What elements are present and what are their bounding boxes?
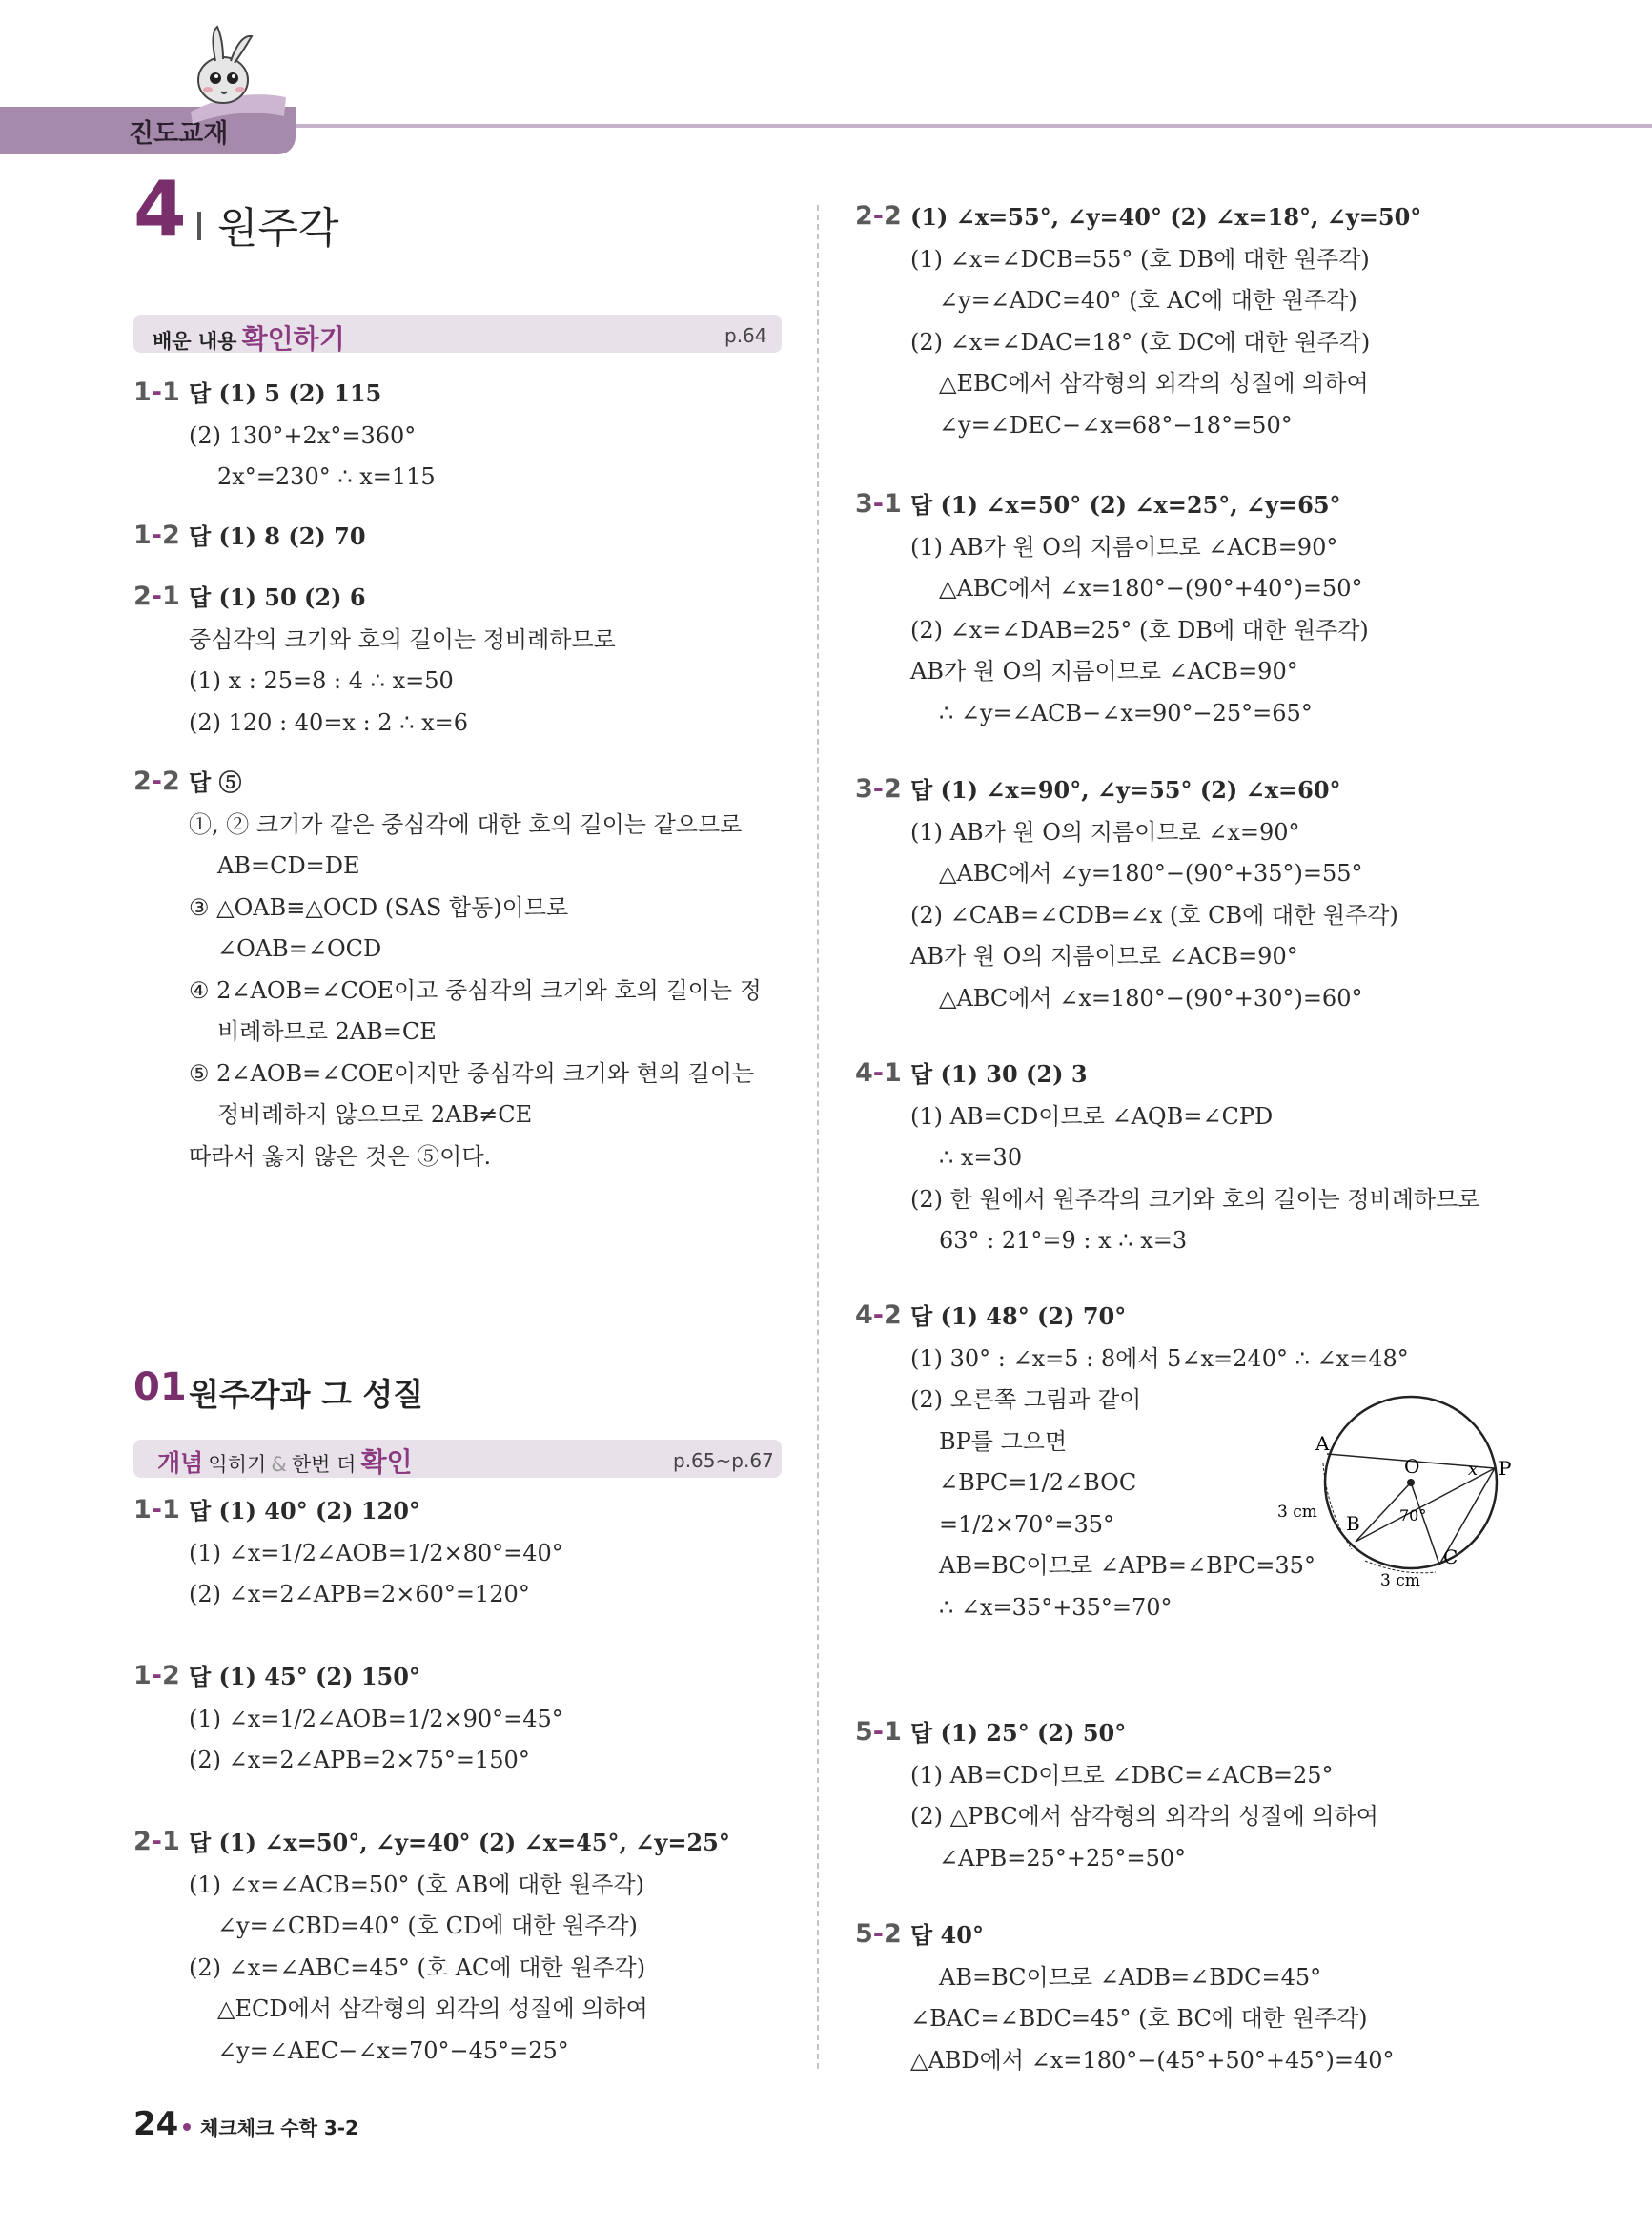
- problem-minor: 1: [884, 1717, 902, 1747]
- problem-number: [133, 767, 180, 796]
- solution-line: (2) 한 원에서 원주각의 크기와 호의 길이는 정비례하므로: [910, 1185, 1480, 1213]
- answer-line: 답 (1) 5 (2) 115: [189, 379, 382, 407]
- solution-line: ∠BAC=∠BDC=45° (호 BC에 대한 원주각): [910, 2005, 1368, 2032]
- solution-line: (1) 30° : ∠x=5 : 8에서 5∠x=240° ∴ ∠x=48°: [910, 1344, 1409, 1372]
- label-a: A: [1315, 1432, 1330, 1455]
- review-bar-title: [153, 318, 345, 357]
- review-bar-page: p.64: [724, 324, 767, 347]
- label-c: C: [1443, 1545, 1458, 1568]
- solution-line: AB=BC이므로 ∠ADB=∠BDC=45°: [939, 1963, 1322, 1991]
- problem-minor: 1: [162, 582, 180, 611]
- label-left-length: 3 cm: [1277, 1503, 1317, 1522]
- solution-line: (1) ∠x=∠ACB=50° (호 AB에 대한 원주각): [189, 1871, 644, 1898]
- problem-major: 2: [133, 1827, 152, 1856]
- solution-line: △ABC에서 ∠y=180°−(90°+35°)=55°: [939, 860, 1363, 887]
- solution-line: (2) 오른쪽 그림과 같이: [910, 1386, 1142, 1413]
- problem-major: 4: [855, 1058, 873, 1088]
- problem-major: 1: [133, 1495, 152, 1524]
- problem-number: [133, 1495, 180, 1524]
- page-number: 24: [133, 2105, 179, 2143]
- problem-major: 3: [855, 489, 873, 519]
- section-number: 01: [133, 1365, 187, 1409]
- problem-minor: 2: [884, 1919, 902, 1949]
- problem-major: 4: [855, 1300, 873, 1330]
- problem-dash: -: [872, 489, 885, 519]
- solution-line: ∠y=∠DEC−∠x=68°−18°=50°: [939, 411, 1293, 439]
- answer-line: 답 (1) 25° (2) 50°: [910, 1719, 1127, 1747]
- solution-line: ∠APB=25°+25°=50°: [939, 1844, 1187, 1872]
- concept-bar-page: p.65~p.67: [673, 1449, 774, 1472]
- solution-line: ③ △OAB≡△OCD (SAS 합동)이므로: [189, 893, 569, 921]
- section-title: 원주각과 그 성질: [189, 1376, 424, 1413]
- problem-major: 2: [133, 767, 152, 796]
- solution-line: (1) AB=CD이므로 ∠DBC=∠ACB=25°: [910, 1761, 1334, 1789]
- chapter-divider: [197, 212, 201, 240]
- problem-number: [133, 378, 180, 407]
- problem-number: [855, 1717, 902, 1747]
- problem-dash: -: [151, 1827, 163, 1856]
- problem-minor: 2: [884, 1300, 902, 1330]
- problem-number: [133, 582, 180, 611]
- problem-number: [855, 201, 902, 231]
- problem-number: [855, 1058, 902, 1088]
- problem-number: [855, 489, 902, 519]
- concept-bar-em2: 확인: [360, 1446, 413, 1478]
- solution-line: AB가 원 O의 지름이므로 ∠ACB=90°: [910, 658, 1298, 685]
- label-p: P: [1499, 1457, 1512, 1480]
- solution-line: (2) △PBC에서 삼각형의 외각의 성질에 의하여: [910, 1803, 1378, 1830]
- problem-dash: -: [872, 1300, 885, 1330]
- solution-line: ∠BPC=1/2∠BOC: [939, 1469, 1137, 1496]
- problem-dash: -: [151, 1495, 163, 1524]
- circle-figure: [1277, 1387, 1525, 1587]
- review-bar-prefix: 배운 내용: [153, 330, 237, 353]
- solution-line: (2) 120 : 40=x : 2 ∴ x=6: [189, 708, 469, 736]
- solution-line: ⑤ 2∠AOB=∠COE이지만 중심각의 크기와 현의 길이는: [189, 1059, 755, 1087]
- chapter-number: 4: [133, 165, 187, 254]
- answer-line: 답 (1) 8 (2) 70: [189, 522, 366, 550]
- solution-line: 따라서 옳지 않은 것은 ⑤이다.: [189, 1142, 492, 1170]
- label-x: x: [1468, 1460, 1479, 1480]
- solution-line: (1) x : 25=8 : 4 ∴ x=50: [189, 667, 454, 694]
- solution-line: △ECD에서 삼각형의 외각의 성질에 의하여: [217, 1995, 648, 2022]
- concept-bar-mid1: 익히기: [208, 1453, 267, 1476]
- problem-minor: 1: [162, 378, 180, 407]
- problem-major: 1: [133, 1661, 152, 1690]
- header-rule: [286, 124, 1652, 128]
- problem-number: [133, 521, 180, 550]
- solution-line: (2) 130°+2x°=360°: [189, 421, 417, 449]
- answer-line: 답 40°: [910, 1921, 984, 1949]
- problem-minor: 1: [884, 1058, 902, 1088]
- problem-major: 2: [855, 201, 873, 231]
- problem-minor: 1: [884, 489, 902, 519]
- problem-minor: 2: [162, 521, 180, 550]
- answer-line: 답 (1) 48° (2) 70°: [910, 1302, 1127, 1330]
- solution-line: ④ 2∠AOB=∠COE이고 중심각의 크기와 호의 길이는 정: [189, 976, 762, 1004]
- problem-number: [133, 1827, 180, 1856]
- problem-minor: 1: [162, 1495, 180, 1524]
- answer-line: 답 (1) 30 (2) 3: [910, 1060, 1088, 1088]
- problem-minor: 2: [884, 774, 902, 804]
- solution-line: (1) ∠x=1/2∠AOB=1/2×90°=45°: [189, 1705, 563, 1732]
- problem-minor: 2: [162, 767, 180, 796]
- solution-line: (2) ∠x=∠ABC=45° (호 AC에 대한 원주각): [189, 1954, 646, 1981]
- problem-major: 1: [133, 378, 152, 407]
- problem-minor: 2: [884, 201, 902, 231]
- solution-line: AB=CD=DE: [217, 852, 360, 879]
- problem-dash: -: [151, 1661, 163, 1690]
- solution-line: ∠y=∠CBD=40° (호 CD에 대한 원주각): [217, 1913, 638, 1939]
- header-tab-label: 진도교재: [129, 119, 229, 149]
- solution-line: (2) ∠x=∠DAC=18° (호 DC에 대한 원주각): [910, 328, 1371, 356]
- solution-line: △EBC에서 삼각형의 외각의 성질에 의하여: [939, 370, 1369, 397]
- problem-dash: -: [872, 1717, 885, 1747]
- solution-line: (1) AB가 원 O의 지름이므로 ∠x=90°: [910, 818, 1300, 846]
- problem-major: 1: [133, 521, 152, 550]
- problem-major: 2: [133, 582, 152, 611]
- problem-dash: -: [872, 774, 885, 804]
- solution-line: ∴ ∠x=35°+35°=70°: [939, 1593, 1173, 1621]
- label-o: O: [1404, 1455, 1420, 1478]
- solution-line: 중심각의 크기와 호의 길이는 정비례하므로: [189, 625, 616, 653]
- concept-bar-amp: &: [271, 1453, 287, 1476]
- answer-line: 답 (1) ∠x=90°, ∠y=55° (2) ∠x=60°: [910, 776, 1341, 804]
- column-divider: [817, 205, 819, 2069]
- solution-line: ∠y=∠ADC=40° (호 AC에 대한 원주각): [939, 287, 1357, 314]
- problem-number: [133, 1661, 180, 1690]
- label-b: B: [1346, 1512, 1360, 1535]
- solution-line: (1) AB=CD이므로 ∠AQB=∠CPD: [910, 1102, 1274, 1130]
- problem-minor: 2: [162, 1661, 180, 1690]
- solution-line: (1) ∠x=∠DCB=55° (호 DB에 대한 원주각): [910, 245, 1370, 273]
- solution-line: 비례하므로 2AB=CE: [217, 1018, 437, 1045]
- problem-minor: 1: [162, 1827, 180, 1856]
- label-bottom-length: 3 cm: [1380, 1571, 1420, 1587]
- solution-line: BP를 그으면: [939, 1427, 1068, 1455]
- footer-dot: [183, 2123, 191, 2131]
- answer-line: (1) ∠x=55°, ∠y=40° (2) ∠x=18°, ∠y=50°: [910, 203, 1422, 231]
- solution-line: ∴ x=30: [939, 1144, 1023, 1171]
- solution-line: (2) ∠x=∠DAB=25° (호 DB에 대한 원주각): [910, 616, 1369, 644]
- solution-line: (1) ∠x=1/2∠AOB=1/2×80°=40°: [189, 1539, 563, 1566]
- problem-dash: -: [151, 582, 163, 611]
- concept-bar-mid2: 한번 더: [291, 1453, 357, 1476]
- solution-line: (1) AB가 원 O의 지름이므로 ∠ACB=90°: [910, 533, 1338, 561]
- answer-line: 답 (1) 45° (2) 150°: [189, 1663, 420, 1690]
- solution-line: 63° : 21°=9 : x ∴ x=3: [939, 1227, 1188, 1254]
- solution-line: AB가 원 O의 지름이므로 ∠ACB=90°: [910, 943, 1298, 970]
- problem-number: [855, 1300, 902, 1330]
- label-angle: 70°: [1399, 1506, 1427, 1524]
- solution-line: (2) ∠x=2∠APB=2×75°=150°: [189, 1747, 530, 1773]
- solution-line: AB=BC이므로 ∠APB=∠BPC=35°: [939, 1552, 1315, 1579]
- solution-line: ①, ② 크기가 같은 중심각에 대한 호의 길이는 같으므로: [189, 810, 743, 838]
- answer-line: 답 (1) ∠x=50° (2) ∠x=25°, ∠y=65°: [910, 491, 1341, 519]
- solution-line: =1/2×70°=35°: [939, 1510, 1115, 1538]
- rabbit-mascot-icon: [181, 21, 296, 126]
- chapter-title: 원주각: [217, 204, 339, 253]
- solution-line: △ABC에서 ∠x=180°−(90°+30°)=60°: [939, 984, 1363, 1012]
- problem-dash: -: [872, 1058, 885, 1088]
- answer-line: 답 (1) ∠x=50°, ∠y=40° (2) ∠x=45°, ∠y=25°: [189, 1829, 730, 1856]
- problem-number: [855, 774, 902, 804]
- solution-line: ∠y=∠AEC−∠x=70°−45°=25°: [217, 2036, 569, 2064]
- problem-number: [855, 1919, 902, 1949]
- problem-major: 5: [855, 1919, 873, 1949]
- solution-line: ∠OAB=∠OCD: [217, 935, 382, 962]
- solution-line: △ABD에서 ∠x=180°−(45°+50°+45°)=40°: [910, 2046, 1395, 2074]
- problem-dash: -: [151, 521, 163, 550]
- review-bar-emphasis: 확인하기: [241, 323, 345, 355]
- problem-dash: -: [872, 1919, 885, 1949]
- problem-dash: -: [872, 201, 885, 231]
- concept-bar-em1: 개념: [157, 1449, 204, 1477]
- solution-line: ∴ ∠y=∠ACB−∠x=90°−25°=65°: [939, 699, 1313, 726]
- answer-line: 답 (1) 40° (2) 120°: [189, 1497, 420, 1524]
- solution-line: (2) ∠CAB=∠CDB=∠x (호 CB에 대한 원주각): [910, 901, 1398, 929]
- problem-major: 5: [855, 1717, 873, 1747]
- book-title: 체크체크 수학 3-2: [200, 2117, 358, 2139]
- answer-line: 답 (1) 50 (2) 6: [189, 583, 366, 611]
- problem-dash: -: [151, 767, 163, 796]
- solution-line: △ABC에서 ∠x=180°−(90°+40°)=50°: [939, 575, 1363, 602]
- answer-line: 답 ⑤: [189, 768, 242, 796]
- solution-line: (2) ∠x=2∠APB=2×60°=120°: [189, 1581, 530, 1607]
- concept-bar-title: [157, 1442, 413, 1480]
- solution-line: 2x°=230° ∴ x=115: [217, 463, 436, 490]
- solution-line: 정비례하지 않으므로 2AB≠CE: [217, 1101, 533, 1128]
- problem-major: 3: [855, 774, 873, 804]
- problem-dash: -: [151, 378, 163, 407]
